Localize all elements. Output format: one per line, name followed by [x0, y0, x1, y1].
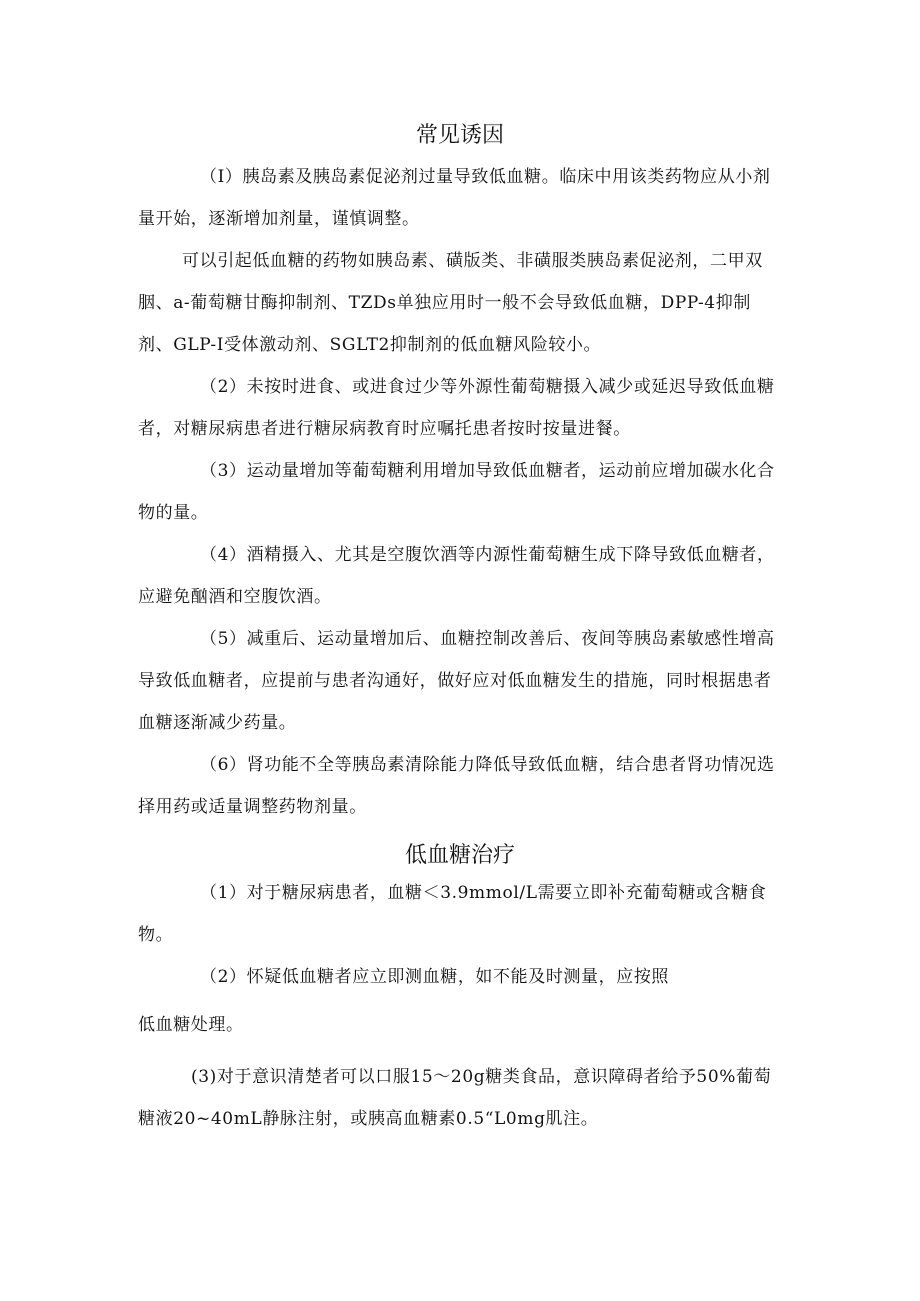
paragraph-cause-2: （2）未按时进食、或进食过少等外源性葡萄糖摄入减少或延迟导致低血糖者，对糖尿病患者进行糖尿病教育时应嘱托患者按时按量进餐。 [138, 377, 775, 439]
paragraph-treatment-1: （1）对于糖尿病患者，血糖＜3.9mmol/L需要立即补充葡萄糖或含糖食物。 [138, 883, 767, 945]
paragraph-cause-5: （5）减重后、运动量增加后、血糖控制改善后、夜间等胰岛素敏感性增高导致低血糖者，应提前与患者沟通好，做好应对低血糖发生的措施，同时根据患者血糖逐渐减少药量。 [138, 629, 775, 733]
paragraph-treatment-2: （2）怀疑低血糖者应立即测血糖，如不能及时测量，应按照 [200, 967, 670, 987]
section-title-treatment: 低血糖治疗 [404, 843, 515, 868]
paragraph-cause-3: （3）运动量增加等葡萄糖利用增加导致低血糖者，运动前应增加碳水化合物的量。 [138, 461, 775, 523]
paragraph-treatment-3: (3)对于意识清楚者可以口服15～20g糖类食品，意识障碍者给予50%葡萄糖液20~40mL静脉注射，或胰高血糖素0.5“L0mg肌注。 [138, 1067, 772, 1129]
paragraph-drugs: 可以引起低血糖的药物如胰岛素、磺版类、非磺服类胰岛素促泌剂，二甲双胭、a-葡萄糖甘酶抑制剂、TZDs单独应用时一般不会导致低血糖，DPP-4抑制剂、GLP-I受体激动剂、SGLT2抑制剂的低血糖风险较小。 [138, 251, 763, 355]
paragraph-cause-1: （I）胰岛素及胰岛素促泌剂过量导致低血糖。临床中用该类药物应从小剂量开始，逐渐增加剂量，谨慎调整。 [138, 167, 771, 229]
section-title-common-causes: 常见诱因 [415, 123, 504, 148]
paragraph-cause-4: （4）酒精摄入、尤其是空腹饮酒等内源性葡萄糖生成下降导致低血糖者，应避免酗酒和空腹饮酒。 [138, 545, 775, 607]
paragraph-treatment-2-cont: 低血糖处理。 [138, 1015, 244, 1035]
paragraph-cause-6: （6）肾功能不全等胰岛素清除能力降低导致低血糖，结合患者肾功情况选择用药或适量调整药物剂量。 [138, 755, 775, 817]
